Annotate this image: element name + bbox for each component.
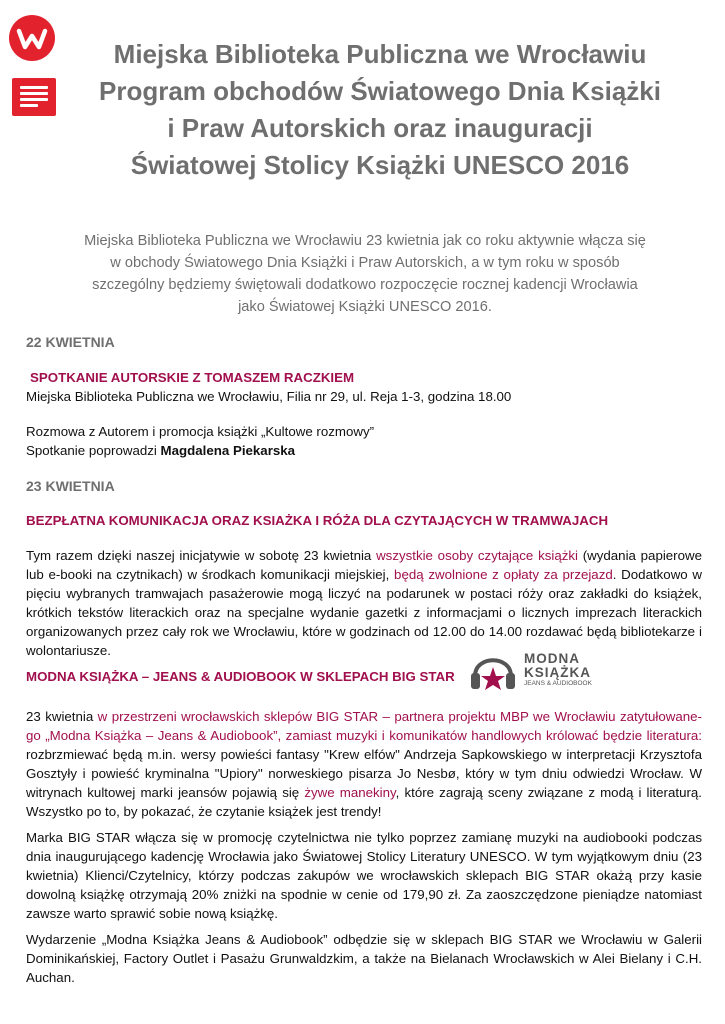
intro-line: Miejska Biblioteka Publiczna we Wrocławiu 23 kwietnia jak co roku aktywnie włącza się [84,233,646,249]
text-span: . Dodatkowo w pięciu wybranych tramwajach pasażerowie mogą liczyć na podarunek w postaci róży oraz zakładki do książek, krótkich tekstów literackich oraz na specjalne wydanie gazetki z informacjami o licznych imprezach literackich organizowanych przez cały rok we Wrocławiu, które w godzinach od 12.00 do 14.00 rozdawać będą bibliotekarze i wolontariusze. [26,567,703,658]
logo-line: KSIĄŻKA [524,664,591,680]
title-line: Program obchodów Światowego Dnia Książki [99,76,661,106]
host-prefix: Spotkanie poprowadzi [26,443,161,458]
intro-paragraph [40,230,690,318]
logo-line: JEANS & AUDIOBOOK [524,680,592,688]
intro-line: w obchody Światowego Dnia Książki i Praw Autorskich, a w tym roku w sposób [110,255,620,271]
locations-paragraph: Wydarzenie „Modna Książka Jeans & Audiobook” odbędzie się w sklepach BIG STAR we Wrocławiu w Galerii Dominikańskiej, Factory Outlet i Pasażu Grunwaldzkim, a także na Bielanach Wrocławskich w Alei Bielany i C.H. Auchan. [26,932,702,985]
title-line: Światowej Stolicy Książki UNESCO 2016 [130,150,630,180]
logo-line: MODNA [524,651,580,667]
page-title [60,36,700,184]
day-heading-23: 23 KWIETNIA [26,478,115,494]
intro-line: jako Światowej Książki UNESCO 2016. [238,299,492,315]
highlight-span: żywe manekiny [304,785,396,800]
modna-ksiazka-logo [468,640,608,700]
text-span: , które zagrają sceny związane z modą i literaturą. Wszystko po to, by pokazać, że czytanie książek jest trendy! [26,785,702,819]
event-description: Rozmowa z Autorem i promocja książki „Kultowe rozmowy” [26,424,375,439]
bigstar-paragraph [26,707,702,821]
event-title-raczek: SPOTKANIE AUTORSKIE Z TOMASZEM RACZKIEM [30,370,355,385]
event-place: Miejska Biblioteka Publiczna we Wrocławiu, Filia nr 29, ul. Reja 1-3, godzina 18.00 [26,389,512,404]
text-span: (wydania papierowe lub e-booki na czytnikach) w środkach komunikacji miejskiej, [26,548,703,582]
text-span: rozbrzmiewać będą m.in. wersy powieści fantasy "Krew elfów" Andrzeja Sapkowskiego w interpretacji Krzysztofa Gosztyły i powieść kryminalna "Upiory" norweskiego pisarza Jo Nesbø, który w tym dniu odwiedzi Wrocław. W witrynach kultowej marki jeansów pojawią się [26,747,702,800]
headphones-star-icon [468,643,518,697]
day-heading-22: 22 KWIETNIA [26,334,115,350]
promotion-paragraph: Marka BIG STAR włącza się w promocję czytelnictwa nie tylko poprzez zamianę muzyki na audiobooki podczas dnia inaugurującego kadencję Wrocławia jako Światowej Stolicy Literatury UNESCO. W tym wyjątkowym dniu (23 kwietnia) Klienci/Czytelnicy, którzy podczas zakupów we wrocławskich sklepach BIG STAR okażą przy kasie dowolną książkę otrzymają 20% zniżki na spodnie w cenie od 179,90 zł. Za zaoszczędzone pieniądze natomiast zawsze warto sprawić sobie nową książkę. [26,830,702,921]
text-span: 23 kwietnia [26,709,98,724]
intro-line: szczególny będziemy świętowali dodatkowo rozpoczęcie rocznej kadencji Wrocławia [92,277,638,293]
highlight-span: wszystkie osoby czytające książki [376,548,578,563]
highlight-span: w przestrzeni wrocławskich sklepów BIG STAR – partnera projektu MBP we Wrocławiu zatytułowane-go „Modna Książka – Jeans & Audiobook”, zamiast muzyki i komunikatów handlowych królować będzie literatura: [26,709,702,743]
title-line: Miejska Biblioteka Publiczna we Wrocławiu [113,39,647,69]
document-icon [12,78,56,116]
text-span: Tym razem dzięki naszej inicjatywie w sobotę 23 kwietnia [26,548,377,563]
event-title-bigstar: MODNA KSIĄŻKA – JEANS & AUDIOBOOK W SKLEPACH BIG STAR [26,669,455,684]
title-line: i Praw Autorskich oraz inauguracji [167,113,593,143]
host-name: Magdalena Piekarska [160,443,296,458]
event-title-transport: BEZPŁATNA KOMUNIKACJA ORAZ KSIAŻKA I RÓŻA DLA CZYTAJĄCYCH W TRAMWAJACH [26,513,609,528]
highlight-span: będą zwolnione z opłaty za przejazd [394,567,613,582]
library-logo-icon [8,14,56,62]
event-host [26,441,702,460]
